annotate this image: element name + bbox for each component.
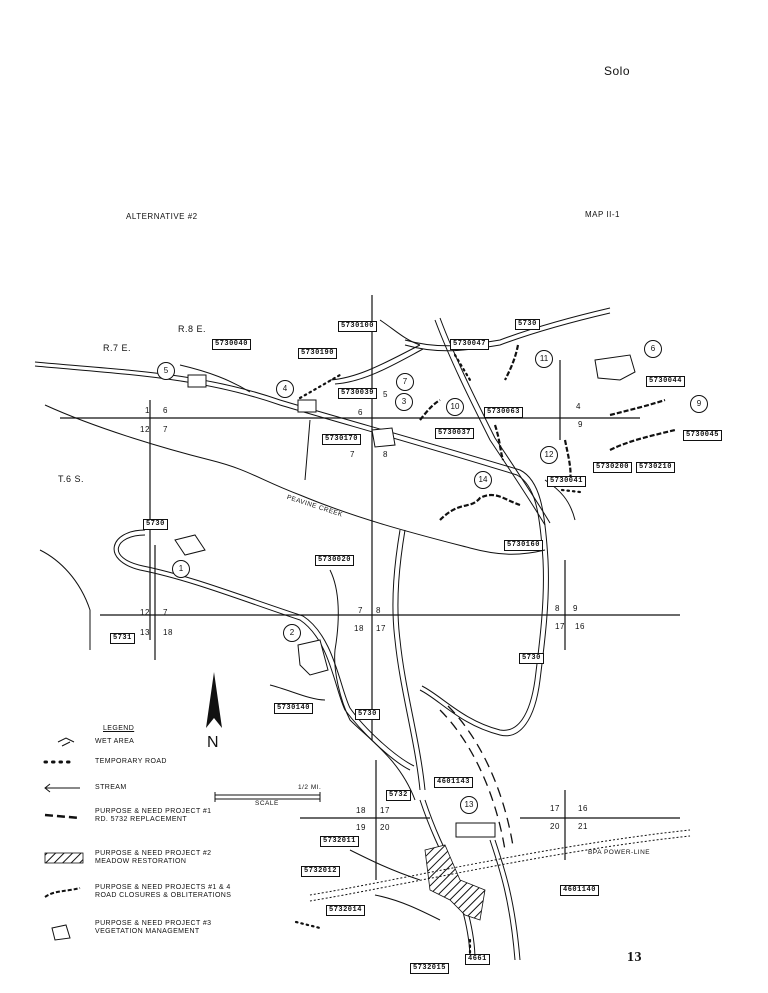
page-number: 13 (627, 950, 642, 965)
project-marker: 6 (644, 340, 662, 358)
section-label: 7 (358, 606, 363, 615)
section-label: 18 (163, 628, 173, 637)
meadow-restoration-area (425, 845, 485, 920)
road-label: 5730100 (338, 321, 377, 332)
section-label: 16 (578, 804, 588, 813)
section-label: 9 (573, 604, 578, 613)
section-label: 4 (576, 402, 581, 411)
section-label: 18 (354, 624, 364, 633)
road-label: 4661 (465, 954, 490, 965)
section-label: 17 (550, 804, 560, 813)
scale-value: 1/2 MI. (298, 784, 322, 791)
scale-label: SCALE (255, 800, 279, 807)
project-marker: 12 (540, 446, 558, 464)
legend-item-label: PURPOSE & NEED PROJECT #1 RD. 5732 REPLACEMENT (95, 808, 212, 823)
road-label: 5730160 (504, 540, 543, 551)
project-marker: 13 (460, 796, 478, 814)
section-label: 8 (376, 606, 381, 615)
section-label: 7 (163, 425, 168, 434)
project-marker: 3 (395, 393, 413, 411)
road-label: 4601140 (560, 885, 599, 896)
road-label: 5730037 (435, 428, 474, 439)
section-label: 17 (555, 622, 565, 631)
section-label: 6 (358, 408, 363, 417)
legend-item-label: TEMPORARY ROAD (95, 758, 167, 765)
project-marker: 7 (396, 373, 414, 391)
north-label: N (207, 734, 220, 751)
section-grid (60, 295, 680, 880)
road-label: 5730190 (298, 348, 337, 359)
project-marker: 4 (276, 380, 294, 398)
road-label: 5730039 (338, 388, 377, 399)
section-label: 17 (376, 624, 386, 633)
road-label: 5730210 (636, 462, 675, 473)
road-label: 5730 (355, 709, 380, 720)
creek-label: PEAVINE CREEK (285, 494, 344, 519)
road-label: 5732015 (410, 963, 449, 974)
project-marker: 9 (690, 395, 708, 413)
section-label: 13 (140, 628, 150, 637)
author-label: Solo (604, 64, 631, 78)
legend-title: LEGEND (103, 725, 135, 732)
road-label: 5730041 (547, 476, 586, 487)
road-label: 5730200 (593, 462, 632, 473)
project-marker: 1 (172, 560, 190, 578)
section-label: 12 (140, 425, 150, 434)
legend-symbols (45, 738, 83, 940)
legend-item-label: WET AREA (95, 738, 135, 745)
bpa-power-line (310, 830, 690, 901)
legend-item-label: STREAM (95, 784, 127, 791)
map-id-label: MAP II-1 (585, 210, 620, 219)
range-left-label: R.7 E. (103, 343, 132, 353)
alternative-label: ALTERNATIVE #2 (126, 212, 198, 221)
project-marker: 10 (446, 398, 464, 416)
road-label: 4601143 (434, 777, 473, 788)
powerline-label: BPA POWER-LINE (588, 849, 651, 856)
road-label: 5730140 (274, 703, 313, 714)
road-label: 5730044 (646, 376, 685, 387)
road-label: 5730047 (450, 339, 489, 350)
road-label: 5730063 (484, 407, 523, 418)
project-marker: 2 (283, 624, 301, 642)
section-label: 6 (163, 406, 168, 415)
road-label: 5730 (143, 519, 168, 530)
project-marker: 11 (535, 350, 553, 368)
section-label: 21 (578, 822, 588, 831)
road-label: 5731 (110, 633, 135, 644)
north-arrow (206, 672, 222, 728)
road-label: 5730 (515, 319, 540, 330)
section-label: 17 (380, 806, 390, 815)
project-marker: 14 (474, 471, 492, 489)
legend-item-label: PURPOSE & NEED PROJECT #2 MEADOW RESTORATION (95, 850, 212, 865)
road-label: 5732012 (301, 866, 340, 877)
section-label: 16 (575, 622, 585, 631)
road-label: 5732011 (320, 836, 359, 847)
road-label: 5730040 (212, 339, 251, 350)
section-label: 9 (578, 420, 583, 429)
section-label: 7 (163, 608, 168, 617)
section-label: 19 (356, 823, 366, 832)
section-label: 20 (380, 823, 390, 832)
section-label: 5 (383, 390, 388, 399)
section-label: 7 (350, 450, 355, 459)
legend-item-label: PURPOSE & NEED PROJECTS #1 & 4 ROAD CLOSURES & OBLITERATIONS (95, 884, 232, 899)
road-label: 5732014 (326, 905, 365, 916)
section-label: 12 (140, 608, 150, 617)
road-label: 5730020 (315, 555, 354, 566)
project-marker: 5 (157, 362, 175, 380)
road-label: 5730 (519, 653, 544, 664)
road-label: 5730045 (683, 430, 722, 441)
range-right-label: R.8 E. (178, 324, 207, 334)
legend-item-label: PURPOSE & NEED PROJECT #3 VEGETATION MANAGEMENT (95, 920, 212, 935)
section-label: 18 (356, 806, 366, 815)
road-label: 5732 (386, 790, 411, 801)
section-label: 8 (555, 604, 560, 613)
section-label: 8 (383, 450, 388, 459)
township-label: T.6 S. (58, 474, 85, 484)
section-label: 1 (145, 406, 150, 415)
road-label: 5730170 (322, 434, 361, 445)
section-label: 20 (550, 822, 560, 831)
